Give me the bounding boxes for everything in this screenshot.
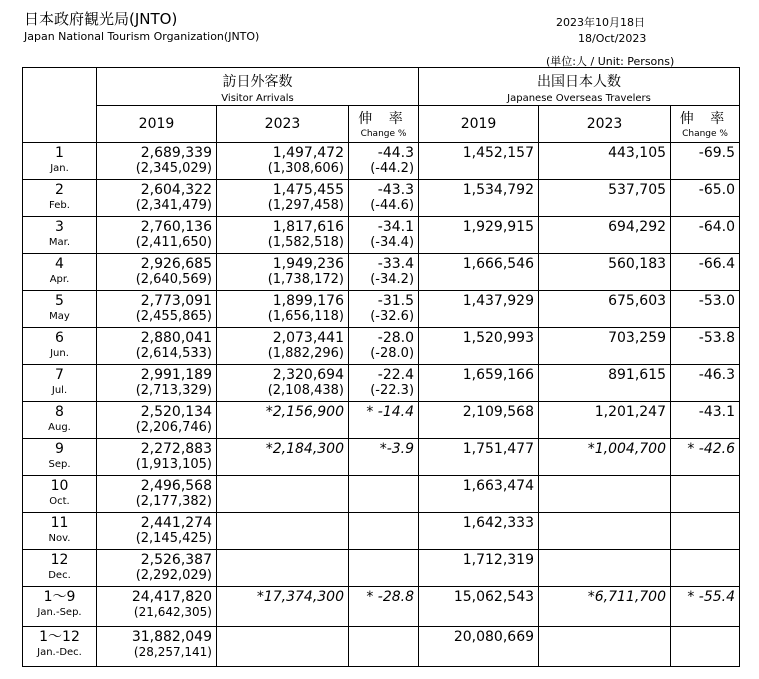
outbound-2023-value: 703,259 — [608, 330, 667, 346]
visitor-change-cell — [349, 180, 419, 217]
period-number: 6 — [55, 330, 64, 346]
outbound-2019-cell — [419, 143, 539, 180]
outbound-2023-cell — [539, 180, 671, 217]
table-row — [23, 291, 740, 328]
visitor-2019-cell — [97, 587, 217, 627]
visitor-2019-sub-value: (2,713,329) — [135, 383, 212, 398]
header-corner — [23, 68, 97, 143]
visitor-change-cell — [349, 291, 419, 328]
outbound-2019-value: 20,080,669 — [453, 629, 535, 645]
visitor-2023-cell — [217, 291, 349, 328]
visitor-change-sub-value: (-44.6) — [370, 198, 415, 213]
outbound-change-cell — [671, 587, 740, 627]
outbound-change-value: * -55.4 — [687, 589, 736, 605]
visitor-change-cell — [349, 365, 419, 402]
period-label: Jul. — [51, 385, 68, 396]
visitor-2023-sub-value: (1,308,606) — [267, 161, 344, 176]
period-label: Jun. — [50, 348, 69, 359]
outbound-change-value — [671, 513, 735, 514]
outbound-2019-value: 1,437,929 — [462, 293, 535, 309]
outbound-change-value: -66.4 — [698, 256, 736, 272]
visitor-arrivals-header — [97, 68, 419, 106]
period-cell — [23, 143, 97, 180]
visitor-2019-sub-value: (21,642,305) — [133, 605, 212, 619]
outbound-change-cell — [671, 143, 740, 180]
outbound-change-value: -69.5 — [698, 145, 736, 161]
visitor-2023-cell — [217, 513, 349, 550]
visitor-2019-value: 2,773,091 — [140, 293, 212, 309]
visitor-2019-sub-value: (28,257,141) — [133, 645, 212, 659]
visitor-2019-cell — [97, 217, 217, 254]
outbound-change-value: -53.0 — [698, 293, 736, 309]
outbound-2019-value: 1,666,546 — [462, 256, 535, 272]
visitor-2023-value: 1,949,236 — [272, 256, 344, 272]
date-en: 18/Oct/2023 — [578, 32, 647, 45]
visitor-2023-cell — [217, 254, 349, 291]
outbound-2019-cell — [419, 513, 539, 550]
period-cell — [23, 587, 97, 627]
visitor-2019-value: 2,441,274 — [140, 515, 212, 531]
visitor-2019-cell — [97, 439, 217, 476]
period-number: 5 — [55, 293, 64, 309]
outbound-change-cell — [671, 627, 740, 667]
visitor-change-value: -31.5 — [377, 293, 415, 309]
visitor-2023-value: 1,475,455 — [272, 182, 344, 198]
period-label: Jan. — [50, 163, 69, 174]
visitor-change-value: -34.1 — [377, 219, 415, 235]
visitor-2023-cell — [217, 217, 349, 254]
outbound-change-value — [671, 550, 735, 551]
outbound-2019-cell — [419, 328, 539, 365]
visitor-2023-value: 1,497,472 — [272, 145, 344, 161]
visitor-2023-value: *17,374,300 — [256, 589, 344, 605]
visitor-2019-value: 2,926,685 — [140, 256, 212, 272]
period-label: Oct. — [49, 496, 70, 507]
outbound-2019-cell — [419, 439, 539, 476]
period-number: 1～12 — [39, 629, 80, 645]
outbound-2019-cell — [419, 587, 539, 627]
visitor-2019-value: 2,880,041 — [140, 330, 212, 346]
visitor-2023-cell — [217, 365, 349, 402]
outbound-2019-cell — [419, 217, 539, 254]
period-cell — [23, 291, 97, 328]
outbound-2019-value: 1,929,915 — [462, 219, 535, 235]
outbound-2023-cell — [539, 513, 671, 550]
visitor-2019-sub-value: (2,145,425) — [135, 531, 212, 546]
visitor-change-value: -28.0 — [377, 330, 415, 346]
visitor-change-value: * -28.8 — [366, 589, 415, 605]
outbound-2023-header: 2023 — [539, 106, 671, 143]
period-cell — [23, 476, 97, 513]
visitor-2019-cell — [97, 402, 217, 439]
visitor-header-ja: 訪日外客数 — [222, 74, 293, 90]
visitor-change-sub-value: (-34.4) — [370, 235, 415, 250]
visitor-2023-cell — [217, 550, 349, 587]
visitor-2019-sub-value: (2,411,650) — [135, 235, 212, 250]
period-label: Sep. — [48, 459, 71, 470]
visitor-2019-sub-value: (2,341,479) — [135, 198, 212, 213]
outbound-2023-cell — [539, 365, 671, 402]
period-number: 1～9 — [43, 589, 76, 605]
table-row — [23, 513, 740, 550]
visitor-2019-cell — [97, 550, 217, 587]
visitor-2019-cell — [97, 365, 217, 402]
outbound-2019-cell — [419, 365, 539, 402]
table-row — [23, 254, 740, 291]
visitor-2019-sub-value: (1,913,105) — [135, 457, 212, 472]
visitor-2019-sub-value: (2,455,865) — [135, 309, 212, 324]
period-number: 3 — [55, 219, 64, 235]
outbound-2023-cell — [539, 587, 671, 627]
outbound-2019-value: 1,659,166 — [462, 367, 535, 383]
visitor-2023-value: 2,073,441 — [272, 330, 344, 346]
unit-label: (単位:人 / Unit: Persons) — [546, 55, 675, 68]
outbound-change-value: -53.8 — [698, 330, 736, 346]
period-number: 7 — [55, 367, 64, 383]
period-cell — [23, 180, 97, 217]
period-label: Jan.-Dec. — [37, 647, 82, 658]
outbound-change-value: * -42.6 — [687, 441, 736, 457]
visitor-change-sub-value: (-22.3) — [370, 383, 415, 398]
period-label: May — [49, 311, 70, 322]
visitor-change-value: -33.4 — [377, 256, 415, 272]
period-label: Feb. — [49, 200, 70, 211]
visitor-2019-cell — [97, 513, 217, 550]
outbound-2019-cell — [419, 627, 539, 667]
statistics-table — [22, 67, 740, 667]
outbound-change-header — [671, 106, 740, 143]
outbound-2019-value: 1,712,319 — [462, 552, 535, 568]
visitor-2019-value: 2,604,322 — [140, 182, 212, 198]
change-header-ja: 伸 率 — [358, 111, 409, 127]
outbound-2023-cell — [539, 627, 671, 667]
outbound-2023-value: 537,705 — [608, 182, 667, 198]
visitor-2019-value: 2,520,134 — [140, 404, 212, 420]
org-title-ja: 日本政府観光局(JNTO) — [24, 10, 178, 28]
outbound-change-cell — [671, 328, 740, 365]
table-row — [23, 365, 740, 402]
visitor-change-cell — [349, 627, 419, 667]
outbound-change-value: -46.3 — [698, 367, 736, 383]
outbound-2023-value: 891,615 — [608, 367, 667, 383]
outbound-change-cell — [671, 513, 740, 550]
outbound-2023-cell — [539, 328, 671, 365]
visitor-change-value — [349, 550, 414, 551]
outbound-2019-cell — [419, 254, 539, 291]
outbound-2019-value: 1,534,792 — [462, 182, 535, 198]
visitor-2019-value: 2,272,883 — [140, 441, 212, 457]
outbound-2019-cell — [419, 402, 539, 439]
period-number: 12 — [50, 552, 69, 568]
outbound-2023-cell — [539, 550, 671, 587]
period-label: Jan.-Sep. — [37, 607, 82, 618]
outbound-header-en: Japanese Overseas Travelers — [507, 93, 651, 104]
period-cell — [23, 439, 97, 476]
outbound-2023-cell — [539, 254, 671, 291]
visitor-2023-value: *2,156,900 — [265, 404, 344, 420]
visitor-2023-cell — [217, 587, 349, 627]
org-title-en: Japan National Tourism Organization(JNTO) — [24, 30, 260, 43]
visitor-2023-cell — [217, 439, 349, 476]
table-row — [23, 143, 740, 180]
visitor-change-value: * -14.4 — [366, 404, 415, 420]
outbound-change-cell — [671, 254, 740, 291]
visitor-2019-cell — [97, 143, 217, 180]
table-row — [23, 217, 740, 254]
change-header-en: Change % — [360, 129, 407, 139]
visitor-2023-cell — [217, 627, 349, 667]
visitor-2019-sub-value: (2,345,029) — [135, 161, 212, 176]
visitor-2023-value — [217, 550, 344, 551]
visitor-change-cell — [349, 217, 419, 254]
visitor-2023-value: 1,899,176 — [272, 293, 344, 309]
visitor-2023-value: 2,320,694 — [272, 367, 344, 383]
visitor-change-cell — [349, 439, 419, 476]
outbound-2023-cell — [539, 217, 671, 254]
visitor-2019-sub-value: (2,292,029) — [135, 568, 212, 583]
visitor-change-value: -22.4 — [377, 367, 415, 383]
visitor-2023-cell — [217, 402, 349, 439]
table-row — [23, 627, 740, 667]
visitor-change-value — [349, 627, 414, 628]
outbound-2019-value: 1,520,993 — [462, 330, 535, 346]
outbound-change-cell — [671, 217, 740, 254]
outbound-2023-value — [539, 550, 666, 551]
visitor-change-cell — [349, 476, 419, 513]
visitor-2019-cell — [97, 180, 217, 217]
outbound-header-ja: 出国日本人数 — [537, 74, 622, 90]
period-label: Mar. — [48, 237, 71, 248]
visitor-change-header — [349, 106, 419, 143]
period-label: Aug. — [48, 422, 71, 433]
period-label: Nov. — [48, 533, 71, 544]
outbound-2019-value: 1,642,333 — [462, 515, 535, 531]
outbound-change-cell — [671, 550, 740, 587]
visitor-2019-cell — [97, 476, 217, 513]
visitor-change-cell — [349, 328, 419, 365]
visitor-2019-value: 24,417,820 — [131, 589, 212, 605]
outbound-2023-value: 443,105 — [608, 145, 667, 161]
visitor-2023-value: 1,817,616 — [272, 219, 344, 235]
visitor-2019-value: 2,526,387 — [140, 552, 212, 568]
period-label: Dec. — [48, 570, 71, 581]
visitor-2023-cell — [217, 328, 349, 365]
period-cell — [23, 328, 97, 365]
visitor-change-cell — [349, 402, 419, 439]
visitor-2019-value: 2,991,189 — [140, 367, 212, 383]
outbound-2019-cell — [419, 180, 539, 217]
outbound-change-value: -65.0 — [698, 182, 736, 198]
visitor-change-value: -43.3 — [377, 182, 415, 198]
visitor-change-value — [349, 476, 414, 477]
outbound-2019-value: 2,109,568 — [462, 404, 535, 420]
visitor-2023-value — [217, 476, 344, 477]
outbound-2023-value: 560,183 — [608, 256, 667, 272]
outbound-2023-value: 1,201,247 — [594, 404, 667, 420]
outbound-2023-value: *6,711,700 — [587, 589, 667, 605]
outbound-2023-value: 675,603 — [608, 293, 667, 309]
outbound-2019-value: 1,663,474 — [462, 478, 535, 494]
visitor-2019-cell — [97, 328, 217, 365]
visitor-change-cell — [349, 143, 419, 180]
outbound-change-cell — [671, 180, 740, 217]
outbound-2023-cell — [539, 476, 671, 513]
visitor-2023-sub-value: (1,656,118) — [267, 309, 344, 324]
period-cell — [23, 217, 97, 254]
outbound-2023-cell — [539, 143, 671, 180]
table-row — [23, 439, 740, 476]
visitor-2023-sub-value: (2,108,438) — [267, 383, 344, 398]
visitor-2019-header: 2019 — [97, 106, 217, 143]
outbound-2023-cell — [539, 439, 671, 476]
visitor-change-sub-value: (-28.0) — [370, 346, 415, 361]
table-row — [23, 402, 740, 439]
visitor-2023-value — [217, 627, 344, 628]
visitor-2019-value: 2,689,339 — [140, 145, 212, 161]
table-row — [23, 328, 740, 365]
visitor-change-value: -44.3 — [377, 145, 415, 161]
outbound-2023-cell — [539, 402, 671, 439]
outbound-2023-value — [539, 476, 666, 477]
visitor-change-value — [349, 513, 414, 514]
outbound-change-cell — [671, 402, 740, 439]
table-row — [23, 550, 740, 587]
visitor-change-sub-value: (-32.6) — [370, 309, 415, 324]
outbound-change-cell — [671, 291, 740, 328]
outbound-change-cell — [671, 365, 740, 402]
period-number: 10 — [50, 478, 69, 494]
outbound-change-value: -64.0 — [698, 219, 736, 235]
outbound-2019-value: 1,452,157 — [462, 145, 535, 161]
visitor-2023-sub-value: (1,882,296) — [267, 346, 344, 361]
period-number: 4 — [55, 256, 64, 272]
outbound-2019-cell — [419, 291, 539, 328]
period-number: 11 — [50, 515, 69, 531]
visitor-2023-sub-value: (1,297,458) — [267, 198, 344, 213]
visitor-2023-cell — [217, 143, 349, 180]
visitor-2019-value: 31,882,049 — [131, 629, 212, 645]
period-cell — [23, 550, 97, 587]
visitor-header-en: Visitor Arrivals — [221, 93, 294, 104]
visitor-2023-sub-value: (1,738,172) — [267, 272, 344, 287]
visitor-2019-sub-value: (2,177,382) — [135, 494, 212, 509]
visitor-2019-sub-value: (2,614,533) — [135, 346, 212, 361]
visitor-change-cell — [349, 254, 419, 291]
visitor-change-cell — [349, 587, 419, 627]
table-row — [23, 476, 740, 513]
outbound-2019-cell — [419, 476, 539, 513]
period-number: 1 — [55, 145, 64, 161]
outbound-change-cell — [671, 476, 740, 513]
period-number: 9 — [55, 441, 64, 457]
outbound-2023-value: 694,292 — [608, 219, 667, 235]
period-label: Apr. — [49, 274, 70, 285]
period-number: 8 — [55, 404, 64, 420]
change-header-en: Change % — [682, 129, 728, 139]
visitor-change-sub-value: (-34.2) — [370, 272, 415, 287]
visitor-2019-sub-value: (2,640,569) — [135, 272, 212, 287]
visitor-2023-cell — [217, 476, 349, 513]
visitor-change-value: *-3.9 — [379, 441, 415, 457]
visitor-2019-value: 2,496,568 — [140, 478, 212, 494]
visitor-change-cell — [349, 550, 419, 587]
visitor-change-sub-value: (-44.2) — [370, 161, 415, 176]
visitor-2019-cell — [97, 291, 217, 328]
outbound-2023-value — [539, 627, 666, 628]
period-number: 2 — [55, 182, 64, 198]
outbound-2023-cell — [539, 291, 671, 328]
outbound-2023-value — [539, 513, 666, 514]
change-header-ja: 伸 率 — [679, 111, 731, 127]
outbound-2023-value: *1,004,700 — [587, 441, 667, 457]
visitor-2023-cell — [217, 180, 349, 217]
visitor-2019-sub-value: (2,206,746) — [135, 420, 212, 435]
outbound-change-value — [671, 627, 735, 628]
outbound-change-cell — [671, 439, 740, 476]
outbound-2019-header: 2019 — [419, 106, 539, 143]
period-cell — [23, 254, 97, 291]
table-row — [23, 587, 740, 627]
period-cell — [23, 402, 97, 439]
outbound-2019-cell — [419, 550, 539, 587]
outbound-2019-value: 1,751,477 — [462, 441, 535, 457]
period-cell — [23, 365, 97, 402]
date-ja: 2023年10月18日 — [556, 16, 645, 29]
outbound-2019-value: 15,062,543 — [453, 589, 535, 605]
period-cell — [23, 513, 97, 550]
period-cell — [23, 627, 97, 667]
visitor-2023-value: *2,184,300 — [265, 441, 344, 457]
visitor-2019-cell — [97, 254, 217, 291]
visitor-2023-sub-value: (1,582,518) — [267, 235, 344, 250]
visitor-2019-cell — [97, 627, 217, 667]
visitor-2023-header: 2023 — [217, 106, 349, 143]
overseas-travelers-header — [419, 68, 740, 106]
visitor-2019-value: 2,760,136 — [140, 219, 212, 235]
visitor-change-cell — [349, 513, 419, 550]
table-row — [23, 180, 740, 217]
visitor-2023-value — [217, 513, 344, 514]
outbound-change-value: -43.1 — [698, 404, 736, 420]
outbound-change-value — [671, 476, 735, 477]
